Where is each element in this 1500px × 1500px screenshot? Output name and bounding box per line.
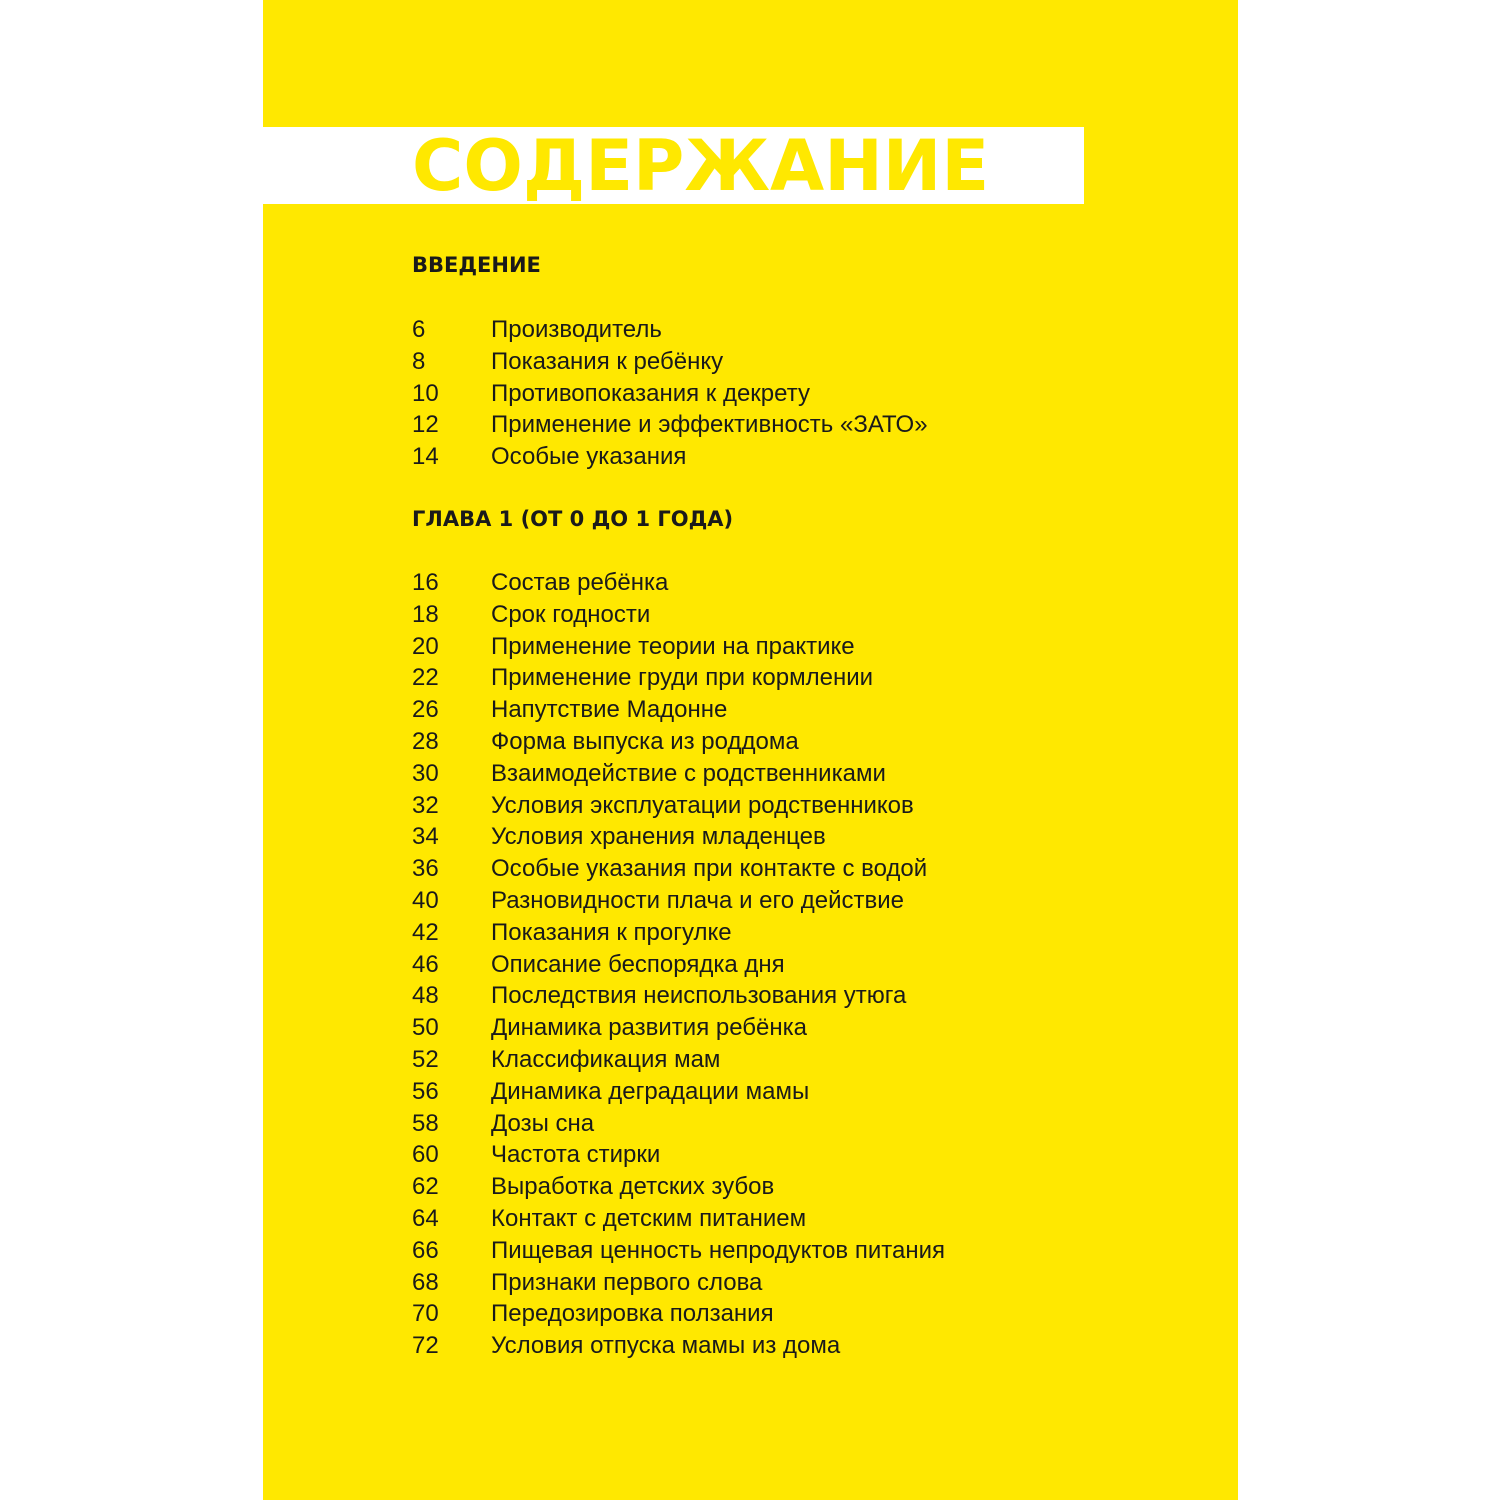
toc-item[interactable]	[412, 853, 945, 885]
toc-item[interactable]	[412, 1235, 945, 1267]
toc-item[interactable]	[412, 346, 928, 378]
toc-page-number: 40	[412, 886, 439, 914]
toc-page-number: 36	[412, 855, 439, 883]
toc-page-number: 52	[412, 1045, 439, 1073]
toc-item-label: Условия эксплуатации родственников	[491, 791, 914, 819]
toc-page-number: 30	[412, 759, 439, 787]
toc-item-label: Классификация мам	[491, 1045, 721, 1073]
toc-item[interactable]	[412, 790, 945, 822]
toc-item[interactable]	[412, 599, 945, 631]
toc-item-label: Динамика развития ребёнка	[491, 1014, 808, 1042]
toc-item-label: Применение груди при кормлении	[491, 664, 874, 692]
toc-page-number: 34	[412, 823, 439, 851]
toc-item-label: Показания к ребёнку	[491, 347, 724, 375]
toc-page-number: 28	[412, 727, 439, 755]
toc-item-label: Описание беспорядка дня	[491, 950, 785, 978]
toc-list-chapter-1	[412, 567, 945, 1362]
toc-item[interactable]	[412, 1330, 945, 1362]
toc-item[interactable]	[412, 726, 945, 758]
toc-item[interactable]	[412, 1139, 945, 1171]
toc-item-label: Форма выпуска из роддома	[491, 727, 799, 755]
toc-item-label: Применение и эффективность «ЗАТО»	[491, 411, 928, 439]
toc-item-label: Пищевая ценность непродуктов питания	[491, 1236, 945, 1264]
toc-item[interactable]	[412, 314, 928, 346]
toc-item-label: Разновидности плача и его действие	[491, 886, 904, 914]
toc-item[interactable]	[412, 1171, 945, 1203]
toc-item[interactable]	[412, 631, 945, 663]
toc-item-label: Условия отпуска мамы из дома	[491, 1332, 841, 1360]
toc-page-number: 58	[412, 1109, 439, 1137]
toc-page-number: 8	[412, 347, 426, 375]
toc-page-number: 68	[412, 1268, 439, 1296]
toc-page-number: 14	[412, 443, 439, 471]
toc-item-label: Выработка детских зубов	[491, 1173, 775, 1201]
toc-page-number: 64	[412, 1204, 439, 1232]
toc-page-number: 32	[412, 791, 439, 819]
toc-item[interactable]	[412, 1012, 945, 1044]
toc-item[interactable]	[412, 758, 945, 790]
toc-item-label: Передозировка ползания	[491, 1300, 774, 1328]
toc-page-number: 16	[412, 569, 439, 596]
toc-item-label: Особые указания	[491, 443, 687, 471]
toc-item[interactable]	[412, 1267, 945, 1299]
toc-item[interactable]	[412, 1108, 945, 1140]
toc-page-number: 12	[412, 411, 439, 439]
toc-item-label: Частота стирки	[491, 1141, 661, 1169]
toc-item-label: Последствия неиспользования утюга	[491, 982, 907, 1010]
toc-page-number: 56	[412, 1077, 439, 1105]
toc-item-label: Производитель	[491, 316, 662, 343]
toc-item-label: Признаки первого слова	[491, 1268, 763, 1296]
toc-page-number: 26	[412, 696, 439, 724]
toc-page-number: 66	[412, 1236, 439, 1264]
toc-page-number: 72	[412, 1332, 439, 1360]
toc-page-number: 6	[412, 316, 426, 343]
toc-page-number: 22	[412, 664, 439, 692]
toc-page-number: 18	[412, 600, 439, 628]
toc-page-number: 48	[412, 982, 439, 1010]
toc-item-label: Динамика деградации мамы	[491, 1077, 810, 1105]
section-heading-intro: ВВЕДЕНИЕ	[412, 253, 541, 277]
toc-item-label: Условия хранения младенцев	[491, 823, 826, 851]
toc-item[interactable]	[412, 567, 945, 599]
toc-item-label: Дозы сна	[491, 1109, 595, 1137]
toc-item[interactable]	[412, 885, 945, 917]
toc-item[interactable]	[412, 949, 945, 981]
toc-page-number: 70	[412, 1300, 439, 1328]
toc-item-label: Срок годности	[491, 600, 651, 628]
toc-item-label: Состав ребёнка	[491, 569, 669, 596]
toc-page-number: 10	[412, 379, 439, 407]
toc-item-label: Применение теории на практике	[491, 632, 855, 660]
toc-item[interactable]	[412, 917, 945, 949]
toc-page-number: 50	[412, 1014, 439, 1042]
toc-item[interactable]	[412, 409, 928, 441]
toc-page-number: 60	[412, 1141, 439, 1169]
toc-page-number: 20	[412, 632, 439, 660]
toc-item[interactable]	[412, 1044, 945, 1076]
toc-item-label: Взаимодействие с родственниками	[491, 759, 886, 787]
toc-item-label: Напутствие Мадонне	[491, 696, 728, 724]
toc-item[interactable]	[412, 378, 928, 410]
toc-item-label: Особые указания при контакте с водой	[491, 855, 928, 883]
toc-item[interactable]	[412, 1076, 945, 1108]
toc-item[interactable]	[412, 821, 945, 853]
toc-item[interactable]	[412, 662, 945, 694]
toc-item[interactable]	[412, 441, 928, 473]
toc-item-label: Контакт с детским питанием	[491, 1204, 807, 1232]
toc-page-number: 62	[412, 1173, 439, 1201]
toc-item[interactable]	[412, 980, 945, 1012]
toc-item[interactable]	[412, 1203, 945, 1235]
toc-page-number: 42	[412, 918, 439, 946]
toc-item-label: Показания к прогулке	[491, 918, 732, 946]
toc-item[interactable]	[412, 1298, 945, 1330]
toc-list-intro	[412, 314, 928, 473]
toc-item-label: Противопоказания к декрету	[491, 379, 810, 407]
section-heading-chapter-1: ГЛАВА 1 (ОТ 0 ДО 1 ГОДА)	[412, 507, 734, 531]
toc-item[interactable]	[412, 694, 945, 726]
toc-page-number: 46	[412, 950, 439, 978]
page-title: СОДЕРЖАНИЕ	[412, 125, 990, 207]
